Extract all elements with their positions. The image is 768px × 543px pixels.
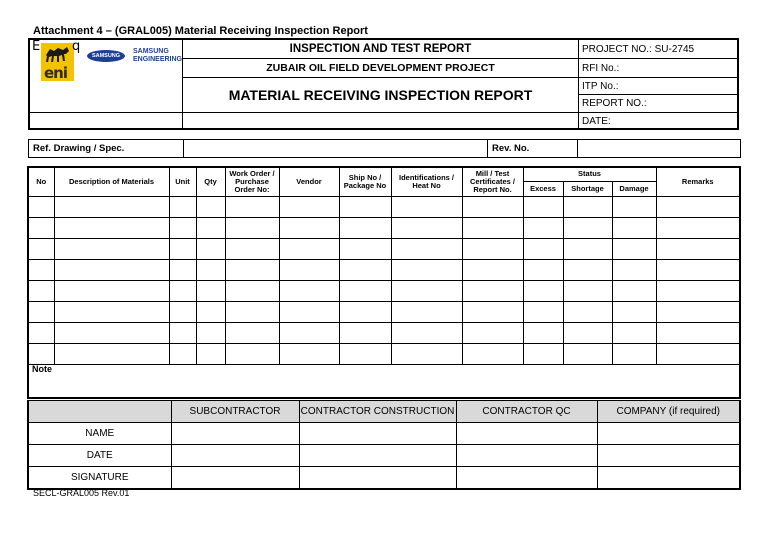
note-row	[28, 364, 740, 398]
table-cell[interactable]	[169, 343, 196, 364]
table-cell[interactable]	[339, 238, 391, 259]
table-cell[interactable]	[279, 238, 339, 259]
table-cell[interactable]	[196, 301, 225, 322]
table-cell[interactable]	[54, 280, 169, 301]
table-cell[interactable]	[462, 217, 523, 238]
table-row	[28, 259, 740, 280]
table-row	[28, 301, 740, 322]
table-cell[interactable]	[169, 196, 196, 217]
report-header	[28, 38, 739, 130]
table-cell[interactable]	[523, 343, 563, 364]
header-fields	[579, 40, 739, 130]
table-cell[interactable]	[563, 343, 612, 364]
table-cell[interactable]	[225, 343, 279, 364]
table-cell[interactable]	[462, 343, 523, 364]
table-cell[interactable]	[612, 301, 656, 322]
table-cell[interactable]	[523, 301, 563, 322]
sig-field[interactable]	[171, 445, 299, 467]
col-status: Status	[523, 167, 656, 181]
table-cell[interactable]	[169, 322, 196, 343]
sig-header-contractor-construction: CONTRACTOR CONSTRUCTION	[299, 401, 456, 423]
table-cell[interactable]	[225, 301, 279, 322]
table-row	[28, 238, 740, 259]
table-cell[interactable]	[462, 301, 523, 322]
table-cell[interactable]	[196, 343, 225, 364]
table-cell[interactable]	[391, 196, 462, 217]
table-cell[interactable]	[54, 343, 169, 364]
samsung-logo: SAMSUNG	[87, 50, 125, 62]
logo-bottom-cell	[30, 113, 183, 130]
table-cell[interactable]	[339, 217, 391, 238]
col-qty: Qty	[196, 167, 225, 196]
rev-no-label: Rev. No.	[487, 140, 577, 157]
project-no-field: PROJECT NO.: SU-2745	[579, 40, 739, 59]
table-cell[interactable]	[196, 196, 225, 217]
table-cell[interactable]	[196, 217, 225, 238]
table-cell[interactable]	[196, 259, 225, 280]
table-cell[interactable]	[169, 217, 196, 238]
table-cell[interactable]	[523, 238, 563, 259]
table-cell[interactable]	[656, 196, 740, 217]
attachment-title: Attachment 4 – (GRAL005) Material Receiving Inspection Report	[33, 25, 368, 37]
table-cell[interactable]	[196, 280, 225, 301]
table-cell[interactable]	[196, 238, 225, 259]
sig-row-label: DATE	[28, 445, 171, 467]
table-cell[interactable]	[279, 322, 339, 343]
table-cell[interactable]	[462, 280, 523, 301]
sig-field[interactable]	[299, 467, 456, 489]
table-cell[interactable]	[656, 301, 740, 322]
table-cell[interactable]	[563, 259, 612, 280]
table-cell[interactable]	[28, 343, 54, 364]
table-cell[interactable]	[391, 259, 462, 280]
signature-table	[27, 400, 741, 490]
table-cell[interactable]	[28, 196, 54, 217]
sig-field[interactable]	[299, 445, 456, 467]
col-work-order: Work Order / Purchase Order No:	[225, 167, 279, 196]
sig-header-company: COMPANY (if required)	[597, 401, 740, 423]
table-cell[interactable]	[656, 322, 740, 343]
table-cell[interactable]	[28, 238, 54, 259]
table-cell[interactable]	[612, 343, 656, 364]
table-cell[interactable]	[563, 301, 612, 322]
table-cell[interactable]	[523, 259, 563, 280]
sig-field[interactable]	[171, 467, 299, 489]
table-cell[interactable]	[54, 322, 169, 343]
logo-area	[30, 40, 183, 113]
eni-logo	[41, 43, 74, 81]
signature-row-name	[28, 423, 740, 445]
table-row	[28, 280, 740, 301]
table-cell[interactable]	[169, 259, 196, 280]
table-cell[interactable]	[612, 238, 656, 259]
blank-title-cell	[183, 113, 578, 130]
table-cell[interactable]	[54, 238, 169, 259]
ref-drawing-field[interactable]	[183, 140, 487, 157]
table-cell[interactable]	[279, 343, 339, 364]
rfi-no-field[interactable]: RFI No.:	[579, 59, 739, 78]
table-cell[interactable]	[462, 322, 523, 343]
table-cell[interactable]	[279, 217, 339, 238]
table-cell[interactable]	[612, 322, 656, 343]
table-cell[interactable]	[54, 217, 169, 238]
table-cell[interactable]	[656, 280, 740, 301]
table-cell[interactable]	[339, 280, 391, 301]
col-vendor: Vendor	[279, 167, 339, 196]
table-cell[interactable]	[523, 280, 563, 301]
materials-table	[27, 166, 741, 399]
table-cell[interactable]	[462, 238, 523, 259]
table-cell[interactable]	[523, 322, 563, 343]
document-code: SECL-GRAL005 Rev.01	[33, 488, 130, 498]
table-cell[interactable]	[54, 196, 169, 217]
itp-no-field[interactable]: ITP No.:	[579, 78, 739, 95]
report-type-title: INSPECTION AND TEST REPORT	[183, 40, 578, 59]
table-cell[interactable]	[391, 343, 462, 364]
sig-field[interactable]	[171, 423, 299, 445]
table-cell[interactable]	[391, 322, 462, 343]
table-cell[interactable]	[279, 280, 339, 301]
table-cell[interactable]	[169, 301, 196, 322]
table-cell[interactable]	[225, 322, 279, 343]
sig-header-contractor-qc: CONTRACTOR QC	[456, 401, 597, 423]
table-cell[interactable]	[54, 301, 169, 322]
table-cell[interactable]	[563, 280, 612, 301]
sig-row-label: SIGNATURE	[28, 467, 171, 489]
table-cell[interactable]	[391, 238, 462, 259]
col-no: No	[28, 167, 54, 196]
date-field[interactable]: DATE:	[582, 116, 611, 127]
samsung-eng-line1: SAMSUNG	[133, 48, 169, 55]
table-cell[interactable]	[563, 322, 612, 343]
table-cell[interactable]	[462, 196, 523, 217]
table-cell[interactable]	[225, 238, 279, 259]
table-cell[interactable]	[612, 280, 656, 301]
col-description: Description of Materials	[54, 167, 169, 196]
col-remarks: Remarks	[656, 167, 740, 196]
table-cell[interactable]	[169, 280, 196, 301]
table-cell[interactable]	[28, 301, 54, 322]
table-row	[28, 322, 740, 343]
col-ship-no: Ship No / Package No	[339, 167, 391, 196]
note-field[interactable]	[28, 364, 740, 398]
table-cell[interactable]	[656, 259, 740, 280]
table-cell[interactable]	[196, 322, 225, 343]
report-no-field[interactable]: REPORT NO.:	[579, 95, 739, 113]
sig-field[interactable]	[299, 423, 456, 445]
table-row	[28, 217, 740, 238]
col-damage: Damage	[612, 181, 656, 196]
table-cell[interactable]	[462, 259, 523, 280]
col-shortage: Shortage	[563, 181, 612, 196]
sig-field[interactable]	[597, 423, 740, 445]
col-unit: Unit	[169, 167, 196, 196]
table-cell[interactable]	[54, 259, 169, 280]
sig-field[interactable]	[456, 423, 597, 445]
table-cell[interactable]	[523, 196, 563, 217]
sig-header-subcontractor: SUBCONTRACTOR	[171, 401, 299, 423]
table-cell[interactable]	[28, 280, 54, 301]
sig-field[interactable]	[597, 467, 740, 489]
table-cell[interactable]	[339, 301, 391, 322]
table-cell[interactable]	[28, 259, 54, 280]
table-cell[interactable]	[225, 217, 279, 238]
table-row	[28, 343, 740, 364]
table-cell[interactable]	[391, 217, 462, 238]
eni-wordmark: eni	[44, 64, 67, 82]
signature-row-date	[28, 445, 740, 467]
table-cell[interactable]	[563, 217, 612, 238]
table-cell[interactable]	[656, 238, 740, 259]
samsung-eng-line2: ENGINEERING	[133, 56, 183, 63]
header-titles	[183, 40, 579, 130]
table-cell[interactable]	[28, 322, 54, 343]
stray-char-right: q	[72, 39, 81, 54]
col-excess: Excess	[523, 181, 563, 196]
table-row	[28, 196, 740, 217]
six-legged-dog-icon	[44, 45, 71, 63]
table-cell[interactable]	[279, 259, 339, 280]
report-name: MATERIAL RECEIVING INSPECTION REPORT	[183, 78, 578, 113]
table-cell[interactable]	[563, 196, 612, 217]
note-label: Note	[32, 363, 52, 374]
sig-field[interactable]	[456, 467, 597, 489]
table-cell[interactable]	[339, 322, 391, 343]
ref-drawing-label: Ref. Drawing / Spec.	[33, 143, 125, 154]
stray-char-left: E	[32, 39, 41, 54]
table-cell[interactable]	[656, 217, 740, 238]
table-cell[interactable]	[523, 217, 563, 238]
signature-row-signature	[28, 467, 740, 489]
col-mill-cert: Mill / Test Certificates / Report No.	[462, 167, 523, 196]
table-cell[interactable]	[391, 301, 462, 322]
reference-row	[28, 139, 741, 158]
table-cell[interactable]	[656, 343, 740, 364]
table-cell[interactable]	[28, 217, 54, 238]
table-cell[interactable]	[279, 196, 339, 217]
table-cell[interactable]	[225, 259, 279, 280]
table-cell[interactable]	[339, 196, 391, 217]
table-cell[interactable]	[339, 259, 391, 280]
project-name: ZUBAIR OIL FIELD DEVELOPMENT PROJECT	[183, 59, 578, 78]
table-cell[interactable]	[612, 217, 656, 238]
table-cell[interactable]	[563, 238, 612, 259]
signature-corner-cell	[28, 401, 171, 423]
rev-no-field[interactable]	[577, 140, 740, 157]
samsung-engineering-logo	[133, 48, 182, 64]
table-cell[interactable]	[612, 259, 656, 280]
table-cell[interactable]	[169, 238, 196, 259]
sig-field[interactable]	[456, 445, 597, 467]
sig-field[interactable]	[597, 445, 740, 467]
table-cell[interactable]	[612, 196, 656, 217]
sig-row-label: NAME	[28, 423, 171, 445]
signature-header-row	[28, 401, 740, 423]
table-cell[interactable]	[391, 280, 462, 301]
table-cell[interactable]	[279, 301, 339, 322]
table-cell[interactable]	[339, 343, 391, 364]
col-identifications: Identifications / Heat No	[391, 167, 462, 196]
table-cell[interactable]	[225, 196, 279, 217]
table-cell[interactable]	[225, 280, 279, 301]
